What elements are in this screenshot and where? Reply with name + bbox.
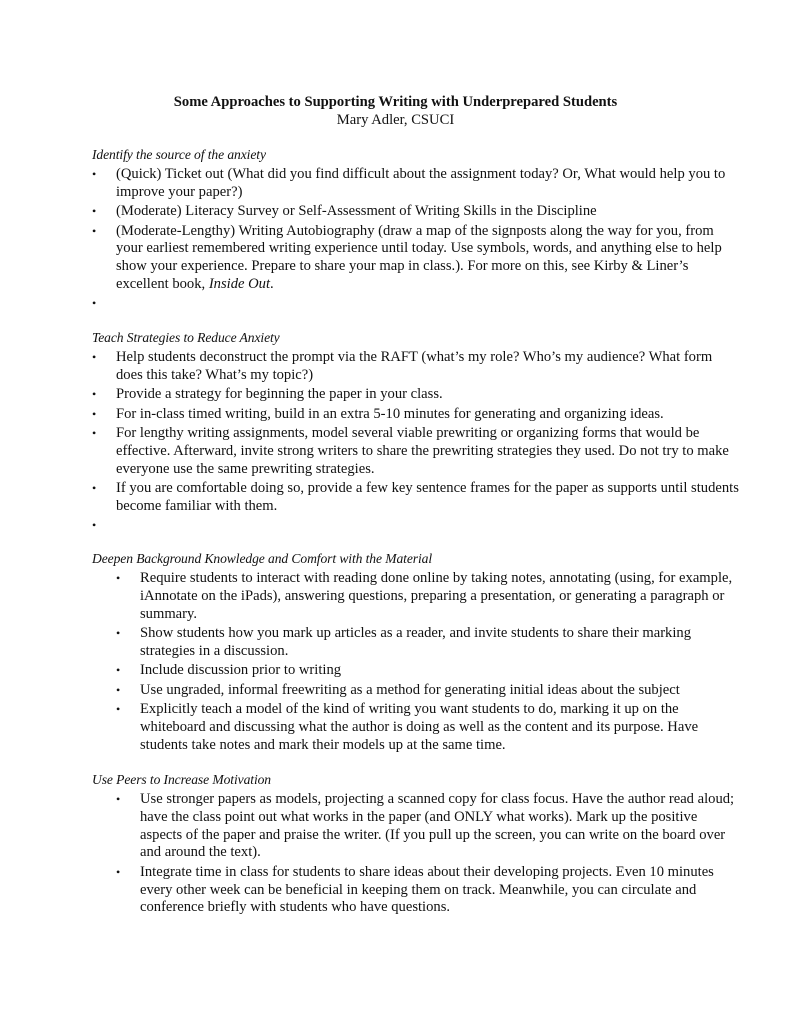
list-item [92,406,742,424]
list-item [92,662,742,680]
bullet-icon: • [92,167,97,181]
bullet-icon: • [116,792,121,806]
bullet-icon: • [116,682,121,697]
section-heading: Use Peers to Increase Motivation [92,772,272,787]
document-author: Mary Adler, CSUCI [336,112,455,128]
bullet-icon: • [92,480,97,495]
list-item-text: For in-class timed writing, build in an extra 5-10 minutes for generating and organizing ideas. [116,405,664,422]
list-item [92,480,742,516]
list-item [92,349,742,385]
list-item [92,425,742,478]
bullet-icon: • [116,864,121,879]
bullet-icon: • [92,204,97,219]
bullet-icon: • [92,387,97,402]
bullet-list [92,349,742,535]
section-background-knowledge [92,550,742,756]
list-item-text-with-book [116,223,742,294]
section-teach-strategies [92,329,742,537]
list-item-text: If you are comfortable doing so, provide a few key sentence frames for the paper as supports until students become familiar with them. [116,479,739,514]
list-item-text: Integrate time in class for students to share ideas about their developing projects. Even 10 minutes every other week can be beneficial in keeping them on track. Meanwhile, you can circulate and conference briefly with students who have questions. [140,863,714,916]
list-item-text: Provide a strategy for beginning the paper in your class. [116,386,443,403]
bullet-icon: • [116,571,121,585]
bullet-icon: • [92,518,97,533]
list-item-text: (Moderate) Literacy Survey or Self-Assessment of Writing Skills in the Discipline [116,203,597,220]
list-item [92,791,742,862]
section-heading: Deepen Background Knowledge and Comfort with the Material [92,551,433,566]
list-item [92,203,742,221]
list-item-text: Require students to interact with reading done online by taking notes, annotating (using, for example, iAnnotate on the iPads), answering questions, preparing a presentation, or generating a paragraph or summary. [140,570,733,622]
title-block [0,93,791,129]
section-heading: Identify the source of the anxiety [92,147,266,162]
list-item-text: Use stronger papers as models, projecting a scanned copy for class focus. Have the author read aloud; have the class point out what works in the paper (and ONLY what works). Mark up the positive aspects of the paper and praise the writer. (If you pull up the screen, you can write on the board over and around the text). [140,791,735,861]
bullet-icon: • [116,701,121,716]
section-identify-anxiety [92,146,742,315]
list-item-text: Explicitly teach a model of the kind of writing you want students to do, marking it up on the whiteboard and discussing what the author is doing as well as the content and its purpose. Have students take notes and mark their models up at the same time. [140,700,699,753]
empty-list-item [92,295,742,313]
empty-list-item [92,517,742,535]
list-item [92,864,742,917]
list-item-text: For lengthy writing assignments, model several viable prewriting or organizing forms that would be effective. Afterward, invite strong writers to share the prewriting strategies they used. Do not try to make everyone use the same prewriting strategies. [116,424,729,477]
bullet-icon: • [92,296,97,311]
list-item-text: Help students deconstruct the prompt via the RAFT (what’s my role? Who’s my audience? What form does this take? What’s my topic?) [116,349,713,383]
bullet-list [92,791,742,917]
list-item [92,166,742,202]
list-item [92,570,742,623]
list-item [92,701,742,754]
bullet-icon: • [116,625,121,640]
bullet-icon: • [92,223,97,238]
bullet-icon: • [92,425,97,440]
bullet-icon: • [116,663,121,678]
list-item [92,625,742,661]
list-item-text: Use ungraded, informal freewriting as a method for generating initial ideas about the subject [140,681,680,698]
bullet-list [92,166,742,313]
bullet-icon: • [92,406,97,421]
list-item-text: (Quick) Ticket out (What did you find difficult about the assignment today? Or, What would help you to improve your paper?) [116,166,726,200]
book-title: Inside Out [208,275,271,292]
list-item-text: Include discussion prior to writing [140,662,342,679]
bullet-icon: • [92,350,97,364]
bullet-list [92,570,742,754]
sentence-end: . [270,275,274,292]
section-heading: Teach Strategies to Reduce Anxiety [92,330,280,345]
list-item-text: Show students how you mark up articles as a reader, and invite students to share their marking strategies in a discussion. [140,624,692,659]
document-title: Some Approaches to Supporting Writing with Underprepared Students [173,94,618,110]
list-item [92,223,742,294]
list-item [92,386,742,404]
section-use-peers [92,771,742,919]
list-item-text: (Moderate-Lengthy) Writing Autobiography (draw a map of the signposts along the way for you, from your earliest remembered writing experience until today. Use symbols, words, and anything else to help show your experience. Prepare to share your map in class.). For more on this, see Kirby & Liner’s excellent book, [116,222,722,292]
list-item [92,682,742,700]
